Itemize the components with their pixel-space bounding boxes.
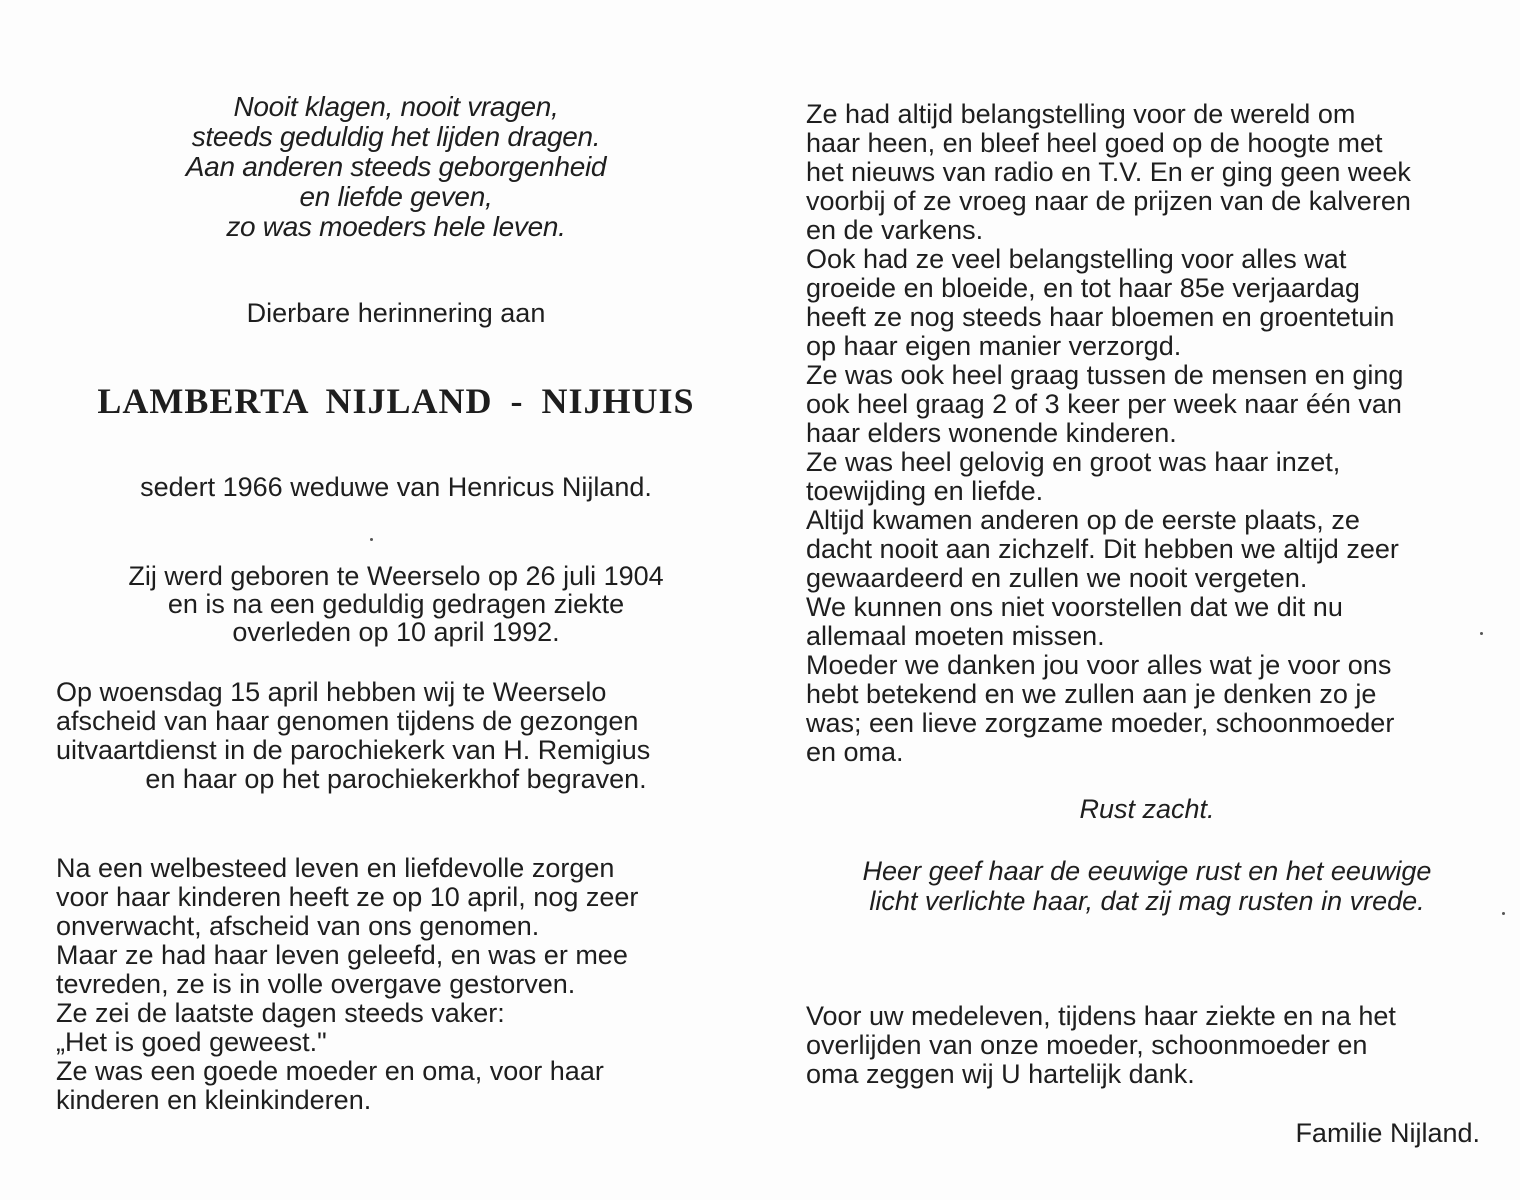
life-line: Na een welbesteed leven en liefdevolle zorgen [56,853,615,883]
thanks-line: overlijden van onze moeder, schoonmoeder en [806,1030,1368,1060]
tribute-line: Ze had altijd belangstelling voor de wereld om [806,99,1356,129]
print-speck [1480,632,1483,635]
funeral-line: en haar op het parochiekerkhof begraven. [145,764,647,794]
tribute-line: gewaardeerd en zullen we nooit vergeten. [806,563,1308,593]
funeral-paragraph [56,678,736,794]
tribute-line: was; een lieve zorgzame moeder, schoonmoeder [806,708,1395,738]
birth-line: en is na een geduldig gedragen ziekte [167,589,625,619]
birth-line: Zij werd geboren te Weerselo op 26 juli 1904 [128,561,664,591]
deceased-name: LAMBERTA NIJLAND - NIJHUIS [97,381,695,421]
print-speck [1502,912,1505,915]
widow-line: sedert 1966 weduwe van Henricus Nijland. [140,472,652,502]
poem-line: en liefde geven, [299,181,493,212]
poem-line: Nooit klagen, nooit vragen, [233,91,559,122]
prayer-line: licht verlichte haar, dat zij mag rusten in vrede. [869,886,1425,916]
life-line: kinderen en kleinkinderen. [56,1085,372,1115]
thanks-line: Voor uw medeleven, tijdens haar ziekte en na het [806,1001,1396,1031]
poem-line: steeds geduldig het lijden dragen. [191,121,601,152]
life-line: voor haar kinderen heeft ze op 10 april, nog zeer [56,882,639,912]
print-speck [370,538,373,541]
tribute-line: op haar eigen manier verzorgd. [806,331,1182,361]
tribute-line: en de varkens. [806,215,984,245]
life-line: tevreden, ze is in volle overgave gestorven. [56,969,576,999]
life-line: Ze was een goede moeder en oma, voor haar [56,1056,604,1086]
memory-heading: Dierbare herinnering aan [246,298,546,328]
life-line: Ze zei de laatste dagen steeds vaker: [56,998,505,1028]
tribute-paragraph [806,100,1488,767]
tribute-line: haar elders wonende kinderen. [806,418,1177,448]
tribute-line: toewijding en liefde. [806,476,1044,506]
tribute-line: groeide en bloeide, en tot haar 85e verjaardag [806,273,1360,303]
poem-line: zo was moeders hele leven. [226,211,566,242]
funeral-line: uitvaartdienst in de parochiekerk van H. Remigius [56,735,651,765]
prayer [806,856,1488,916]
tribute-line: en oma. [806,737,904,767]
tribute-line: voorbij of ze vroeg naar de prijzen van de kalveren [806,186,1411,216]
tribute-line: heeft ze nog steeds haar bloemen en groentetuin [806,302,1395,332]
tribute-line: dacht nooit aan zichzelf. Dit hebben we altijd zeer [806,534,1399,564]
tribute-line: hebt betekend en we zullen aan je denken zo je [806,679,1377,709]
opening-poem [56,92,736,242]
prayer-line: Heer geef haar de eeuwige rust en het eeuwige [862,856,1432,886]
life-line: Maar ze had haar leven geleefd, en was er mee [56,940,628,970]
tribute-line: Ze was heel gelovig en groot was haar inzet, [806,447,1341,477]
tribute-line: haar heen, en bleef heel goed op de hoogte met [806,128,1383,158]
funeral-line: Op woensdag 15 april hebben wij te Weerselo [56,677,607,707]
tribute-line: allemaal moeten missen. [806,621,1105,651]
tribute-line: het nieuws van radio en T.V. En er ging geen week [806,157,1411,187]
birth-death-paragraph [56,562,736,646]
tribute-line: ook heel graag 2 of 3 keer per week naar één van [806,389,1402,419]
thanks-paragraph [806,1002,1488,1089]
rest-in-peace: Rust zacht. [1079,794,1215,824]
tribute-line: Altijd kwamen anderen op de eerste plaats, ze [806,505,1360,535]
birth-line: overleden op 10 april 1992. [232,617,560,647]
funeral-line: afscheid van haar genomen tijdens de gezongen [56,706,639,736]
tribute-line: Ook had ze veel belangstelling voor alles wat [806,244,1347,274]
poem-line: Aan anderen steeds geborgenheid [185,151,607,182]
life-line: „Het is goed geweest." [56,1027,327,1057]
tribute-line: Moeder we danken jou voor alles wat je voor ons [806,650,1392,680]
tribute-line: Ze was ook heel graag tussen de mensen en ging [806,360,1404,390]
family-signature: Familie Nijland. [1295,1118,1480,1148]
thanks-line: oma zeggen wij U hartelijk dank. [806,1059,1195,1089]
life-paragraph [56,854,736,1115]
life-line: onverwacht, afscheid van ons genomen. [56,911,540,941]
tribute-line: We kunnen ons niet voorstellen dat we dit nu [806,592,1343,622]
